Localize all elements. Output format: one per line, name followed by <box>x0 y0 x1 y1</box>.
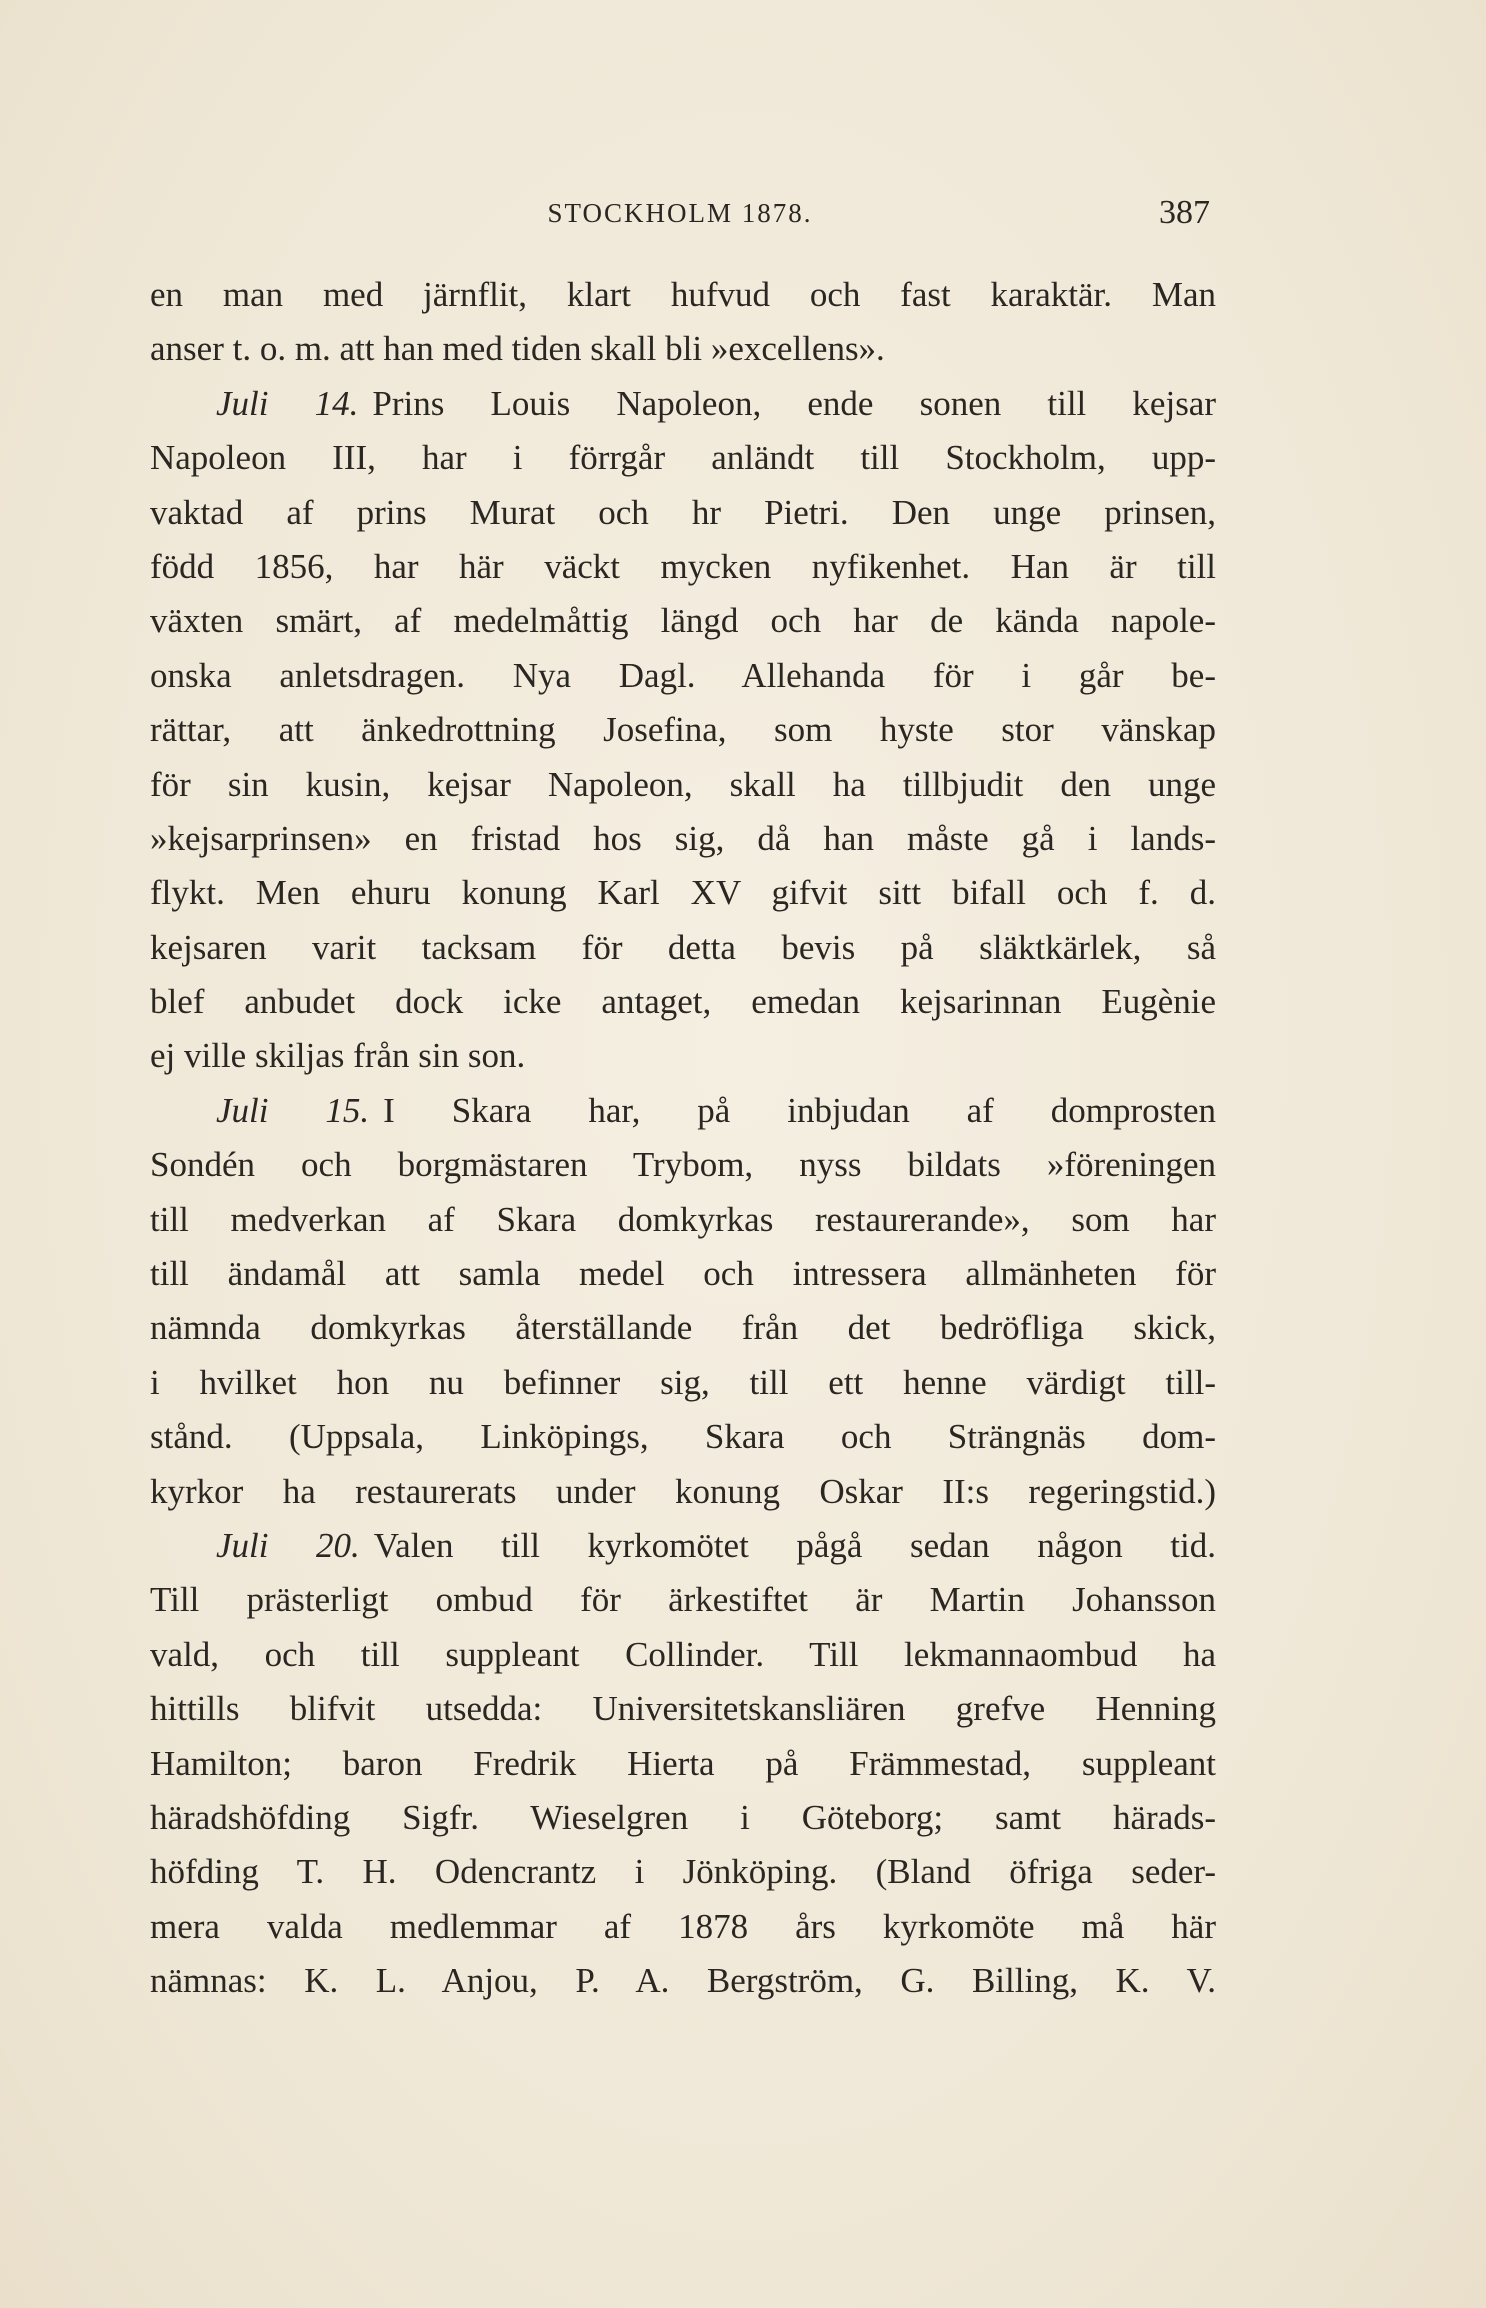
body-text <box>150 268 1216 2009</box>
line-text: växten smärt, af medelmåttig längd och har de kända napole- <box>150 601 1216 641</box>
line-text: höfding T. H. Odencrantz i Jönköping. (Bland öfriga seder- <box>150 1852 1216 1892</box>
line-text: onska anletsdragen. Nya Dagl. Allehanda för i går be- <box>150 655 1216 695</box>
line-text: vaktad af prins Murat och hr Pietri. Den unge prinsen, <box>150 492 1216 532</box>
line-text: rättar, att änkedrottning Josefina, som hyste stor vänskap <box>150 710 1216 750</box>
line-text: flykt. Men ehuru konung Karl XV gifvit sitt bifall och f. d. <box>150 873 1216 913</box>
text-line <box>150 1628 1216 1682</box>
text-line <box>150 649 1216 703</box>
line-text: anser t. o. m. att han med tiden skall bli »excellens». <box>150 329 885 369</box>
line-text: född 1856, har här väckt mycken nyfikenhet. Han är till <box>150 546 1216 586</box>
line-text: till ändamål att samla medel och intressera allmänheten för <box>150 1254 1216 1294</box>
text-line <box>150 1573 1216 1627</box>
line-text: mera valda medlemmar af 1878 års kyrkomöte må här <box>150 1906 1216 1946</box>
text-line <box>150 431 1216 485</box>
line-text: nämnas: K. L. Anjou, P. A. Bergström, G. Billing, K. V. <box>150 1961 1216 2001</box>
entry-date: Juli 15. <box>216 1090 370 1130</box>
text-line <box>150 1301 1216 1355</box>
line-text: Napoleon III, har i förrgår anländt till Stockholm, upp- <box>150 438 1216 478</box>
line-text: Hamilton; baron Fredrik Hierta på Främmestad, suppleant <box>150 1743 1216 1783</box>
line-text: häradshöfding Sigfr. Wieselgren i Göteborg; samt härads- <box>150 1797 1216 1837</box>
entry-date: Juli 20. <box>216 1525 360 1565</box>
entry-date: Juli 14. <box>216 383 359 423</box>
text-line <box>150 1029 1216 1083</box>
text-line <box>150 1845 1216 1899</box>
text-line <box>150 866 1216 920</box>
text-line <box>150 1084 1216 1138</box>
line-text: Sondén och borgmästaren Trybom, nyss bildats »föreningen <box>150 1145 1216 1185</box>
text-line <box>150 1954 1216 2008</box>
line-text: stånd. (Uppsala, Linköpings, Skara och Strängnäs dom- <box>150 1417 1216 1457</box>
text-line <box>150 1138 1216 1192</box>
line-text: I Skara har, på inbjudan af domprosten <box>383 1090 1216 1130</box>
text-line <box>150 594 1216 648</box>
text-line <box>150 268 1216 322</box>
text-line <box>150 812 1216 866</box>
running-head: STOCKHOLM 1878. <box>547 198 813 228</box>
text-line <box>150 1682 1216 1736</box>
text-line <box>150 921 1216 975</box>
line-text: vald, och till suppleant Collinder. Till lekmannaombud ha <box>150 1634 1216 1674</box>
line-text: Valen till kyrkomötet pågå sedan någon tid. <box>373 1525 1216 1565</box>
text-line <box>150 1410 1216 1464</box>
line-text: för sin kusin, kejsar Napoleon, skall ha tillbjudit den unge <box>150 764 1216 804</box>
text-line <box>150 540 1216 594</box>
page-header <box>150 194 1210 248</box>
text-line <box>150 703 1216 757</box>
text-line <box>150 1465 1216 1519</box>
line-text: »kejsarprinsen» en fristad hos sig, då han måste gå i lands- <box>150 818 1216 858</box>
line-text: Prins Louis Napoleon, ende sonen till kejsar <box>372 383 1217 423</box>
text-line <box>150 1737 1216 1791</box>
text-line <box>150 1519 1216 1573</box>
text-line <box>150 758 1216 812</box>
text-line <box>150 1193 1216 1247</box>
text-line <box>150 1900 1216 1954</box>
line-text: i hvilket hon nu befinner sig, till ett henne värdigt till- <box>150 1362 1216 1402</box>
text-line <box>150 975 1216 1029</box>
line-text: till medverkan af Skara domkyrkas restaurerande», som har <box>150 1199 1216 1239</box>
line-text: hittills blifvit utsedda: Universitetskansliären grefve Henning <box>150 1689 1216 1729</box>
text-line <box>150 322 1216 376</box>
line-text: kyrkor ha restaurerats under konung Oskar II:s regeringstid.) <box>150 1471 1216 1511</box>
text-line <box>150 1247 1216 1301</box>
page-number: 387 <box>1159 194 1210 231</box>
line-text: blef anbudet dock icke antaget, emedan kejsarinnan Eugènie <box>150 982 1216 1022</box>
line-text: nämnda domkyrkas återställande från det bedröfliga skick, <box>150 1308 1216 1348</box>
line-text: ej ville skiljas från sin son. <box>150 1036 526 1076</box>
text-line <box>150 1791 1216 1845</box>
text-line <box>150 377 1216 431</box>
text-line <box>150 1356 1216 1410</box>
line-text: en man med järnflit, klart hufvud och fast karaktär. Man <box>150 275 1216 314</box>
line-text: Till prästerligt ombud för ärkestiftet är Martin Johansson <box>150 1580 1216 1620</box>
text-line <box>150 486 1216 540</box>
line-text: kejsaren varit tacksam för detta bevis på släktkärlek, så <box>150 927 1216 967</box>
